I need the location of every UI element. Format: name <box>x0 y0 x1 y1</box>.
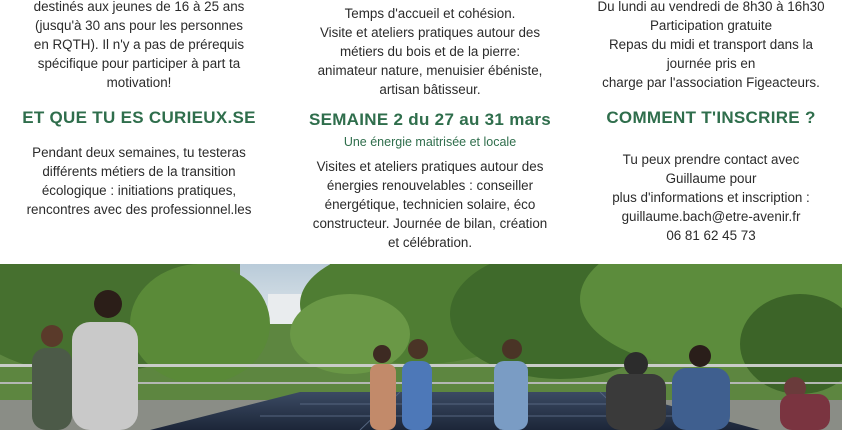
text-line: spécifique pour participer à part ta <box>37 56 241 71</box>
text-line: animateur nature, menuisier ébéniste, <box>317 63 543 78</box>
column-practical-info <box>580 0 842 245</box>
text-line: motivation! <box>106 75 172 90</box>
week2-subheading: Une énergie maitrisée et locale <box>343 135 517 149</box>
text-line: charge par l'association Figeacteurs. <box>602 75 820 90</box>
text-line: destinés aux jeunes de 16 à 25 ans <box>33 0 245 14</box>
text-line: constructeur. Journée de bilan, création <box>312 216 548 231</box>
week2-text <box>286 157 574 252</box>
column-program <box>286 0 574 252</box>
text-line: en RQTH). Il n'y a pas de prérequis <box>33 37 245 52</box>
text-line: Guillaume pour <box>665 171 757 186</box>
text-line: Temps d'accueil et cohésion. <box>344 6 516 21</box>
text-line: Tu peux prendre contact avec <box>622 152 800 167</box>
text-line: Visites et ateliers pratiques autour des <box>316 159 544 174</box>
contact-email[interactable]: guillaume.bach@etre-avenir.fr <box>621 209 801 224</box>
text-line: plus d'informations et inscription : <box>612 190 810 205</box>
contact-phone[interactable]: 06 81 62 45 73 <box>666 228 756 243</box>
section-heading-curious: ET QUE TU ES CURIEUX.SE <box>22 108 256 127</box>
text-line: Du lundi au vendredi de 8h30 à 16h30 <box>597 0 825 14</box>
text-line: métiers du bois et de la pierre: <box>339 44 521 59</box>
text-line: énergétique, technicien solaire, éco <box>324 197 536 212</box>
text-line: journée pris en <box>666 56 756 71</box>
register-text <box>580 150 842 245</box>
text-line: artisan bâtisseur. <box>379 82 481 97</box>
text-line: différents métiers de la transition <box>42 164 236 179</box>
text-line: écologique : initiations pratiques, <box>41 183 237 198</box>
text-line: rencontres avec des professionnel.les <box>26 202 252 217</box>
eligibility-text <box>0 0 278 92</box>
practical-text <box>580 0 842 92</box>
column-eligibility <box>0 0 278 219</box>
text-line: et célébration. <box>387 235 473 250</box>
text-line: Participation gratuite <box>649 18 773 33</box>
text-line: Repas du midi et transport dans la <box>609 37 813 52</box>
text-line: Pendant deux semaines, tu testeras <box>32 145 246 160</box>
text-line: Visite et ateliers pratiques autour des <box>319 25 541 40</box>
text-line: énergies renouvelables : conseiller <box>326 178 534 193</box>
curious-text <box>0 143 278 219</box>
section-heading-week2: SEMAINE 2 du 27 au 31 mars <box>308 110 552 129</box>
section-heading-register: COMMENT T'INSCRIRE ? <box>606 108 816 127</box>
text-line: (jusqu'à 30 ans pour les personnes <box>34 18 243 33</box>
rooftop-solar-photo <box>0 264 842 430</box>
week1-text <box>286 4 574 99</box>
